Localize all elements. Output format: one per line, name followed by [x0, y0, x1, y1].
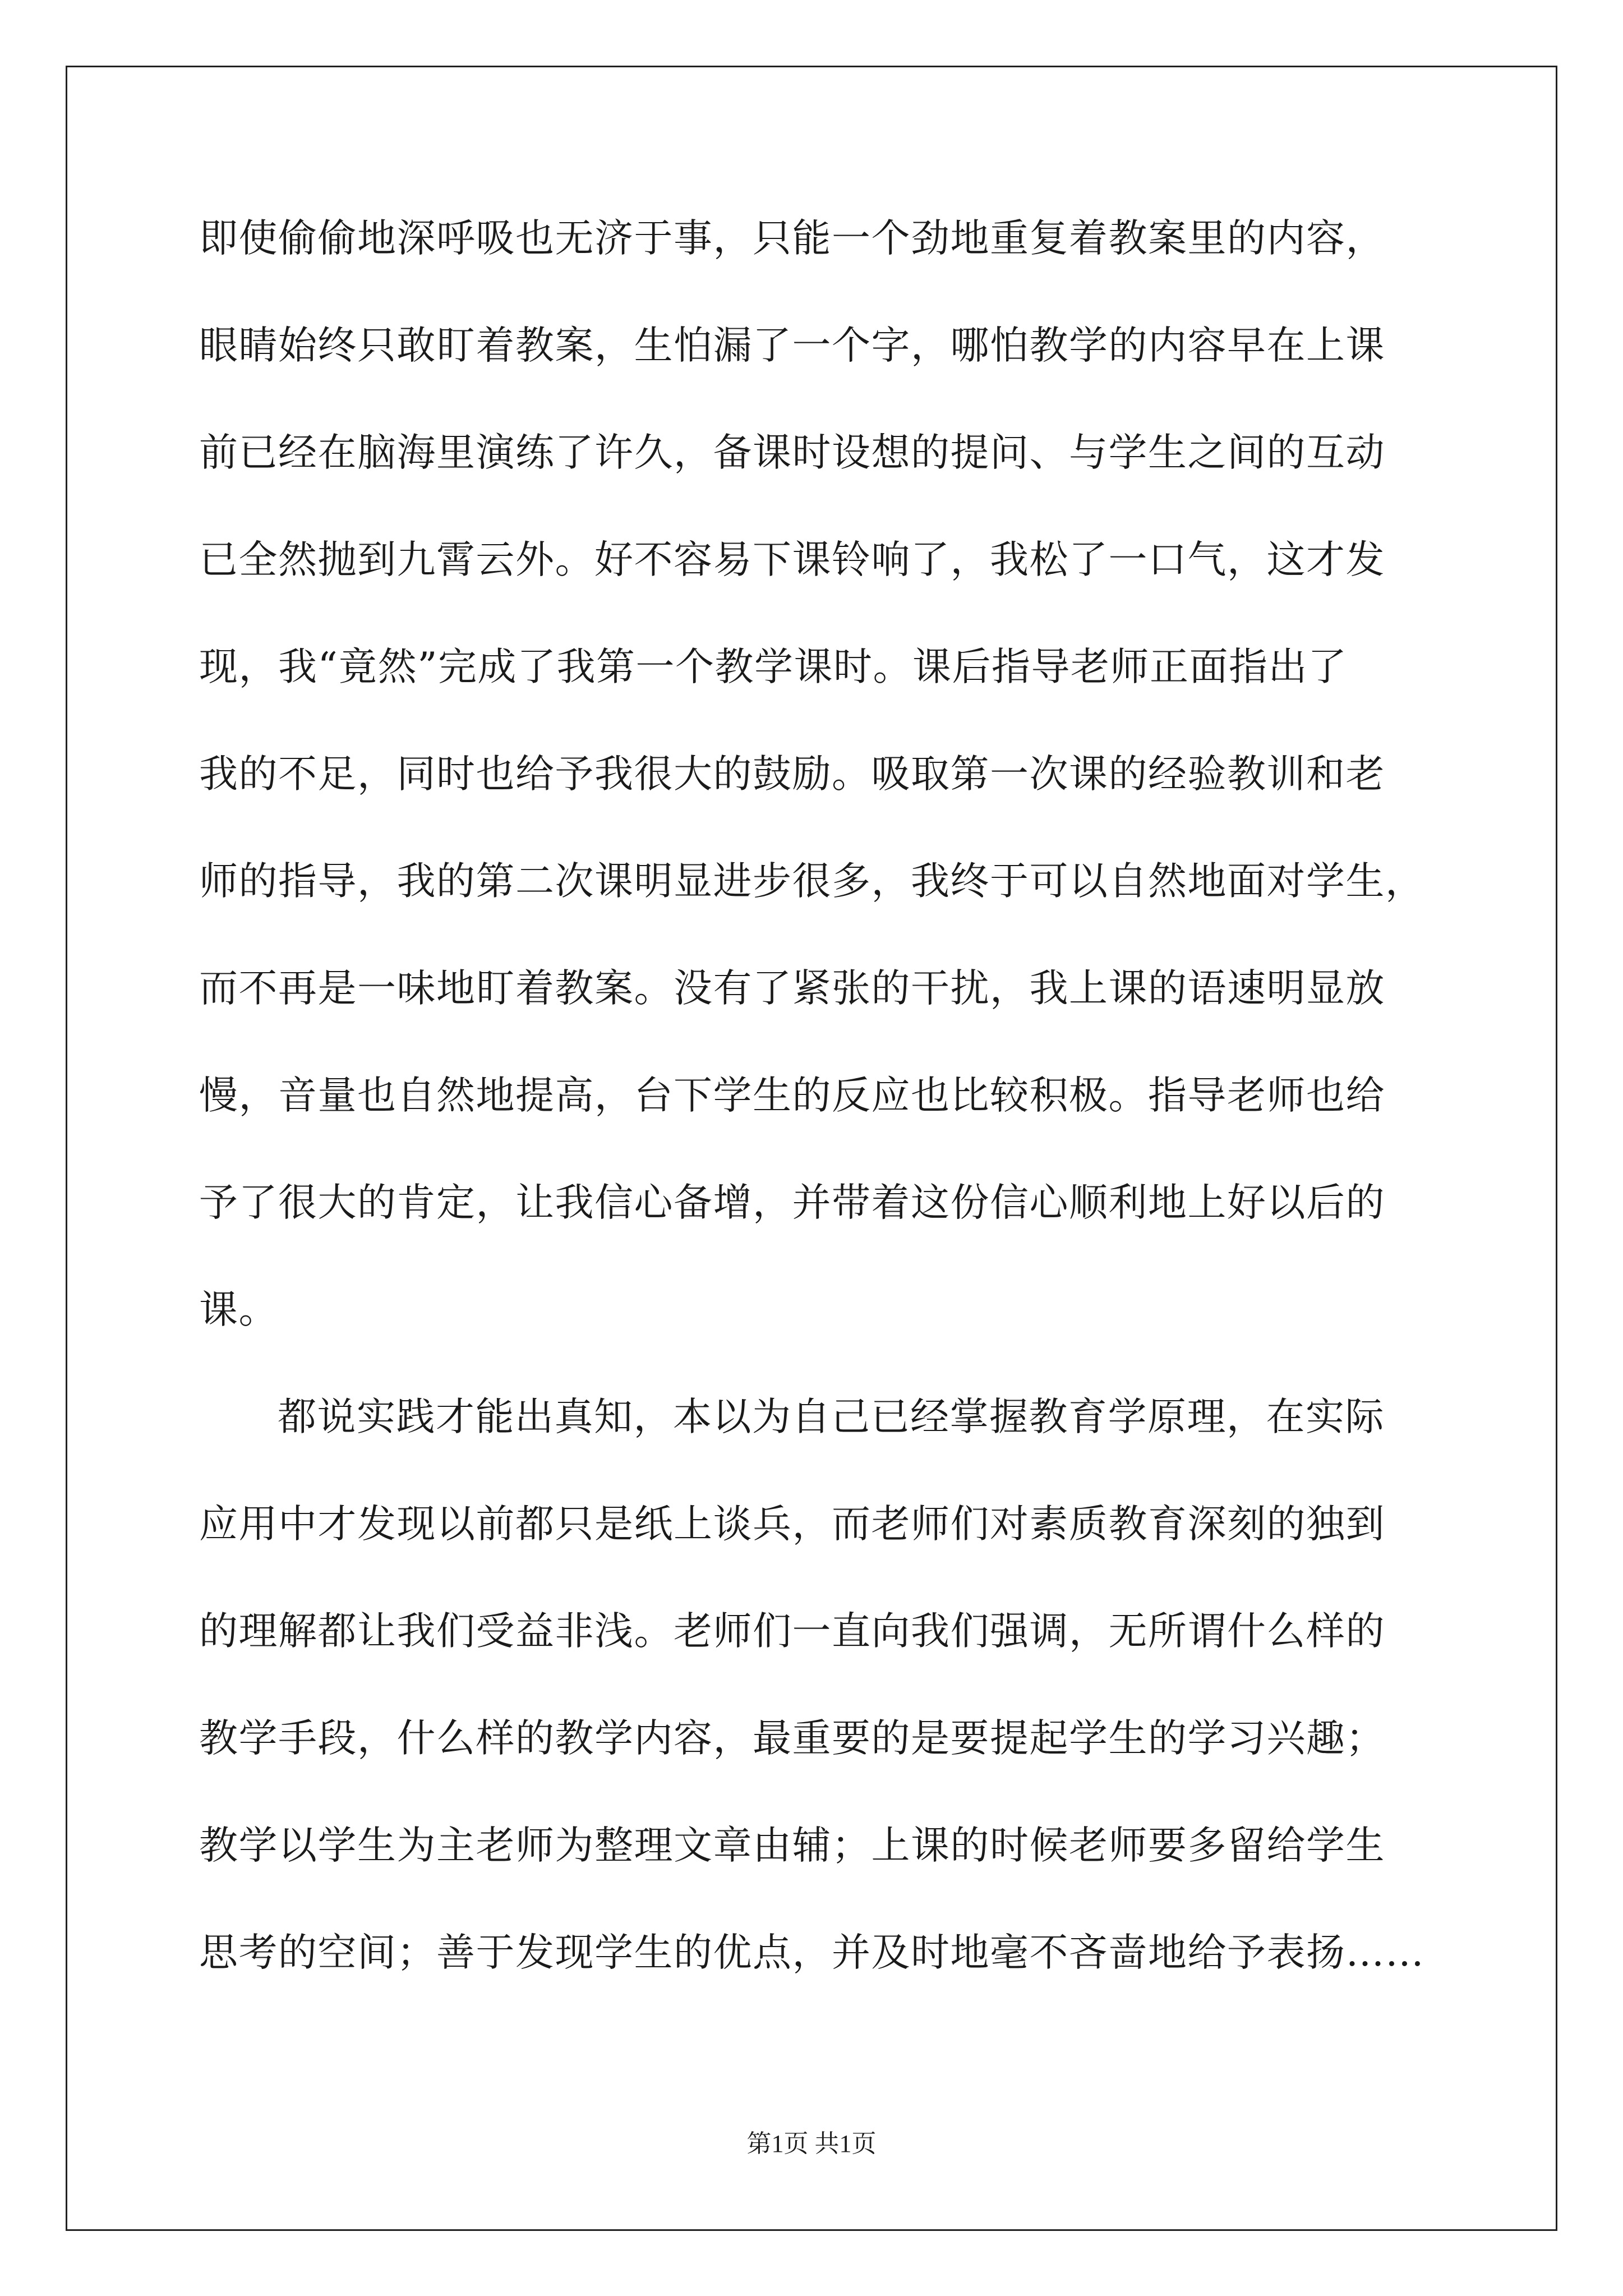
paragraph-2-line-2: 应用中才发现以前都只是纸上谈兵，而老师们对素质教育深刻的独到 — [199, 1502, 1385, 1547]
paragraph-1-line-1: 即使偷偷地深呼吸也无济于事，只能一个劲地重复着教案里的内容， — [199, 216, 1385, 261]
paragraph-2-line-5: 教学以学生为主老师为整理文章由辅；上课的时候老师要多留给学生 — [199, 1823, 1385, 1868]
paragraph-1-line-7: 师的指导，我的第二次课明显进步很多，我终于可以自然地面对学生， — [199, 859, 1425, 904]
paragraph-2-line-6: 思考的空间；善于发现学生的优点，并及时地毫不吝啬地给予表扬…… — [199, 1930, 1425, 1975]
paragraph-1-line-6: 我的不足，同时也给予我很大的鼓励。吸取第一次课的经验教训和老 — [199, 752, 1385, 797]
paragraph-1-line-2: 眼睛始终只敢盯着教案，生怕漏了一个字，哪怕教学的内容早在上课 — [199, 323, 1385, 368]
paragraph-1-line-3: 前已经在脑海里演练了许久，备课时设想的提问、与学生之间的互动 — [199, 430, 1385, 475]
document-body — [199, 210, 1433, 2032]
page-footer: 第1页 共1页 — [746, 2130, 877, 2157]
paragraph-1-line-11: 课。 — [199, 1287, 278, 1332]
paragraph-1-line-10: 予了很大的肯定，让我信心备增，并带着这份信心顺利地上好以后的 — [199, 1180, 1385, 1225]
paragraph-2-line-4: 教学手段，什么样的教学内容，最重要的是要提起学生的学习兴趣； — [199, 1716, 1385, 1761]
paragraph-2-line-1: 都说实践才能出真知，本以为自己已经掌握教育学原理，在实际 — [278, 1395, 1385, 1439]
paragraph-2-line-3: 的理解都让我们受益非浅。老师们一直向我们强调，无所谓什么样的 — [199, 1609, 1385, 1654]
paragraph-1-line-8: 而不再是一味地盯着教案。没有了紧张的干扰，我上课的语速明显放 — [199, 966, 1385, 1011]
paragraph-1-line-4: 已全然抛到九霄云外。好不容易下课铃响了，我松了一口气，这才发 — [199, 537, 1385, 582]
paragraph-1-line-9: 慢，音量也自然地提高，台下学生的反应也比较积极。指导老师也给 — [199, 1073, 1385, 1118]
paragraph-1-line-5: 现，我“竟然”完成了我第一个教学课时。课后指导老师正面指出了 — [199, 645, 1348, 689]
